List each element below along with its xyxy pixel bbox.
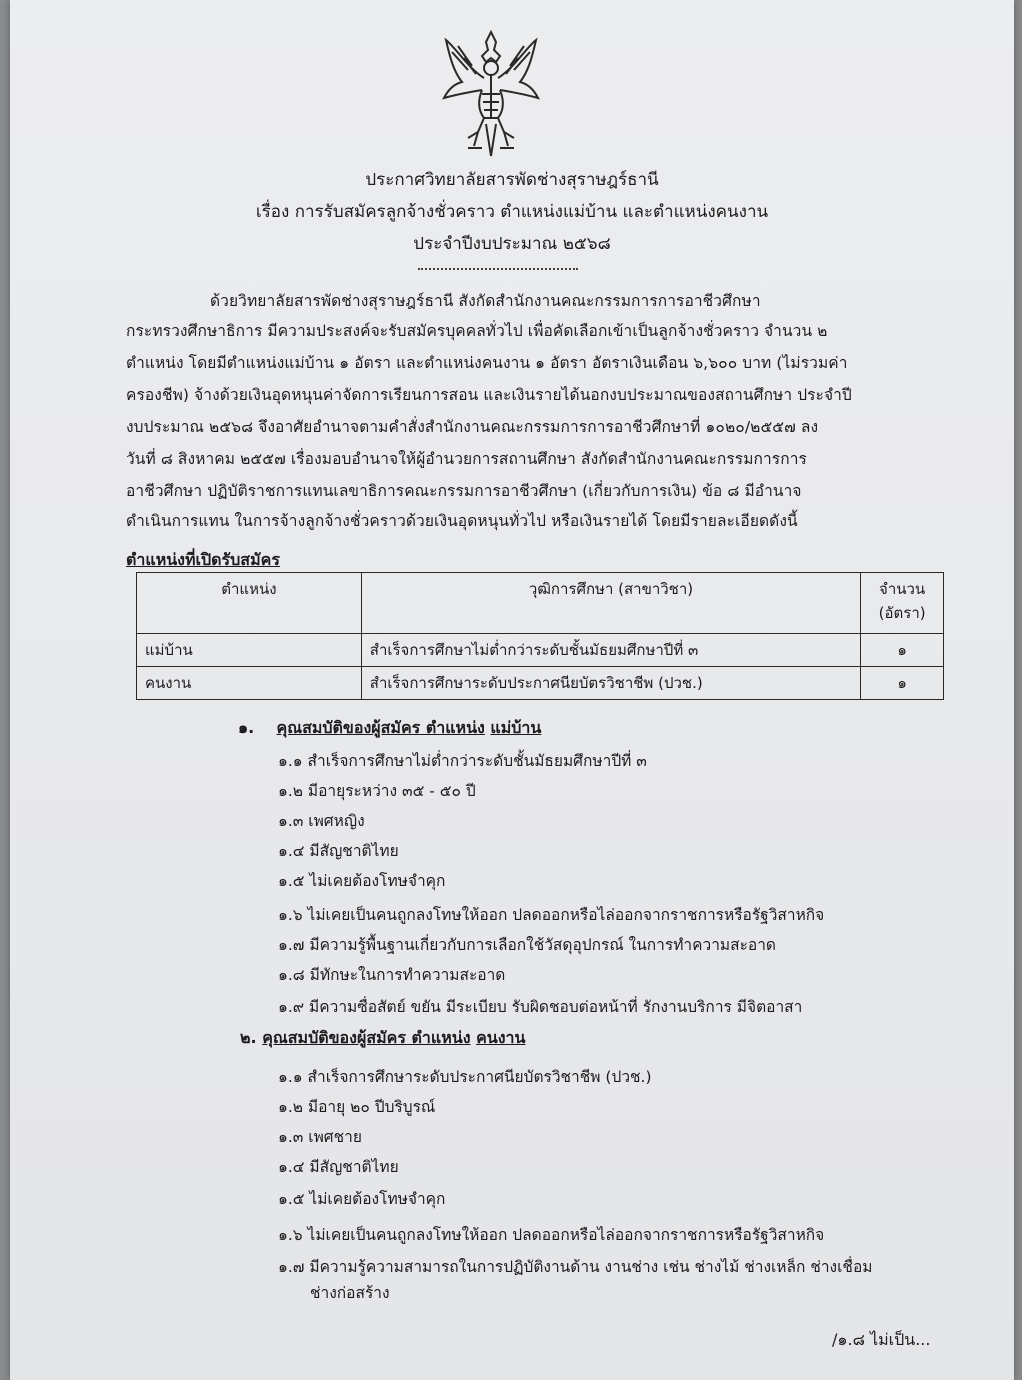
header-divider xyxy=(418,268,578,270)
qualification-item: ๑.๕ ไม่เคยต้องโทษจำคุก xyxy=(278,1190,446,1208)
intro-line: กระทรวงศึกษาธิการ มีความประสงค์จะรับสมัครบุคคลทั่วไป เพื่อคัดเลือกเข้าเป็นลูกจ้างชั่วคราว จำนวน ๒ xyxy=(126,322,828,340)
qualification-heading-text: คุณสมบัติของผู้สมัคร ตำแหน่ง xyxy=(276,718,485,737)
intro-line: อาชีวศึกษา ปฏิบัติราชการแทนเลขาธิการคณะกรรมการอาชีวศึกษา (เกี่ยวกับการเงิน) ข้อ ๘ มีอำนาจ xyxy=(126,482,802,500)
page-continuation-note: /๑.๘ ไม่เป็น... xyxy=(832,1330,931,1349)
announcement-fiscal-year: ประจำปีงบประมาณ ๒๕๖๘ xyxy=(413,234,611,254)
intro-line: ตำแหน่ง โดยมีตำแหน่งแม่บ้าน ๑ อัตรา และตำแหน่งคนงาน ๑ อัตรา อัตราเงินเดือน ๖,๖๐๐ บาท (ไม่รวมค่า xyxy=(126,354,848,372)
column-header-count-line1: จำนวน xyxy=(879,580,926,598)
qualification-number: ๑. xyxy=(238,718,255,737)
qualification-item: ๑.๒ มีอายุระหว่าง ๓๕ - ๕๐ ปี xyxy=(278,782,476,800)
intro-line: ดำเนินการแทน ในการจ้างลูกจ้างชั่วคราวด้วยเงินอุดหนุนทั่วไป หรือเงินรายได้ โดยมีรายละเอียดดังนี้ xyxy=(126,512,798,530)
cell-count: ๑ xyxy=(861,667,944,700)
table-header-row xyxy=(137,573,944,634)
qualification-item: ๑.๖ ไม่เคยเป็นคนถูกลงโทษให้ออก ปลดออกหรือไล่ออกจากราชการหรือรัฐวิสาหกิจ xyxy=(278,1226,825,1244)
qualification-item: ๑.๗ มีความรู้พื้นฐานเกี่ยวกับการเลือกใช้วัสดุอุปกรณ์ ในการทำความสะอาด xyxy=(278,936,776,954)
qualification-item: ๑.๖ ไม่เคยเป็นคนถูกลงโทษให้ออก ปลดออกหรือไล่ออกจากราชการหรือรัฐวิสาหกิจ xyxy=(278,906,825,924)
cell-education: สำเร็จการศึกษาระดับประกาศนียบัตรวิชาชีพ (ปวช.) xyxy=(361,667,860,700)
qualification-heading-worker xyxy=(240,1026,525,1051)
cell-position: แม่บ้าน xyxy=(137,634,362,667)
intro-line: วันที่ ๘ สิงหาคม ๒๕๕๗ เรื่องมอบอำนาจให้ผู้อำนวยการสถานศึกษา สังกัดสำนักงานคณะกรรมการการ xyxy=(126,450,807,468)
qualification-item: ๑.๔ มีสัญชาติไทย xyxy=(278,842,399,860)
announcement-subject: เรื่อง การรับสมัครลูกจ้างชั่วคราว ตำแหน่งแม่บ้าน และตำแหน่งคนงาน xyxy=(255,202,769,222)
column-header-count xyxy=(861,573,944,634)
qualification-item: ๑.๘ มีทักษะในการทำความสะอาด xyxy=(278,966,506,984)
qualification-heading-maid xyxy=(238,716,541,741)
qualification-item: ๑.๑ สำเร็จการศึกษาระดับประกาศนียบัตรวิชาชีพ (ปวช.) xyxy=(278,1068,652,1086)
qualification-heading-role: คนงาน xyxy=(476,1028,526,1047)
announcement-title: ประกาศวิทยาลัยสารพัดช่างสุราษฎร์ธานี xyxy=(365,170,659,190)
cell-education: สำเร็จการศึกษาไม่ต่ำกว่าระดับชั้นมัธยมศึกษาปีที่ ๓ xyxy=(361,634,860,667)
qualification-item: ๑.๕ ไม่เคยต้องโทษจำคุก xyxy=(278,872,446,890)
qualification-item: ๑.๒ มีอายุ ๒๐ ปีบริบูรณ์ xyxy=(278,1098,436,1116)
qualification-item: ๑.๑ สำเร็จการศึกษาไม่ต่ำกว่าระดับชั้นมัธยมศึกษาปีที่ ๓ xyxy=(278,752,647,770)
intro-line: ครองชีพ) จ้างด้วยเงินอุดหนุนค่าจัดการเรียนการสอน และเงินรายได้นอกงบประมาณของสถานศึกษา ประจำปี xyxy=(126,386,852,404)
positions-section-title: ตำแหน่งที่เปิดรับสมัคร xyxy=(126,550,280,569)
column-header-education: วุฒิการศึกษา (สาขาวิชา) xyxy=(361,573,860,634)
qualification-number: ๒. xyxy=(240,1028,257,1047)
table-row xyxy=(137,634,944,667)
table-row xyxy=(137,667,944,700)
positions-table xyxy=(136,572,944,700)
column-header-position: ตำแหน่ง xyxy=(137,573,362,634)
qualification-item: ๑.๓ เพศหญิง xyxy=(278,812,365,830)
cell-position: คนงาน xyxy=(137,667,362,700)
garuda-emblem-icon xyxy=(438,28,544,160)
qualification-item-continuation: ช่างก่อสร้าง xyxy=(310,1284,390,1302)
qualification-item: ๑.๙ มีความซื่อสัตย์ ขยัน มีระเบียบ รับผิดชอบต่อหน้าที่ รักงานบริการ มีจิตอาสา xyxy=(278,998,803,1016)
intro-line: งบประมาณ ๒๕๖๘ จึงอาศัยอำนาจตามคำสั่งสำนักงานคณะกรรมการการอาชีวศึกษาที่ ๑๐๒๐/๒๕๕๗ ลง xyxy=(126,418,819,436)
qualification-heading-role: แม่บ้าน xyxy=(490,718,542,737)
qualification-heading-text: คุณสมบัติของผู้สมัคร ตำแหน่ง xyxy=(262,1028,471,1047)
document-page xyxy=(10,0,1014,1380)
column-header-count-line2: (อัตรา) xyxy=(878,604,926,622)
intro-line: ด้วยวิทยาลัยสารพัดช่างสุราษฎร์ธานี สังกัดสำนักงานคณะกรรมการการอาชีวศึกษา xyxy=(210,292,761,310)
qualification-item: ๑.๔ มีสัญชาติไทย xyxy=(278,1158,399,1176)
qualification-item: ๑.๗ มีความรู้ความสามารถในการปฏิบัติงานด้าน งานช่าง เช่น ช่างไม้ ช่างเหล็ก ช่างเชื่อม xyxy=(278,1258,873,1276)
qualification-item: ๑.๓ เพศชาย xyxy=(278,1128,362,1146)
cell-count: ๑ xyxy=(861,634,944,667)
